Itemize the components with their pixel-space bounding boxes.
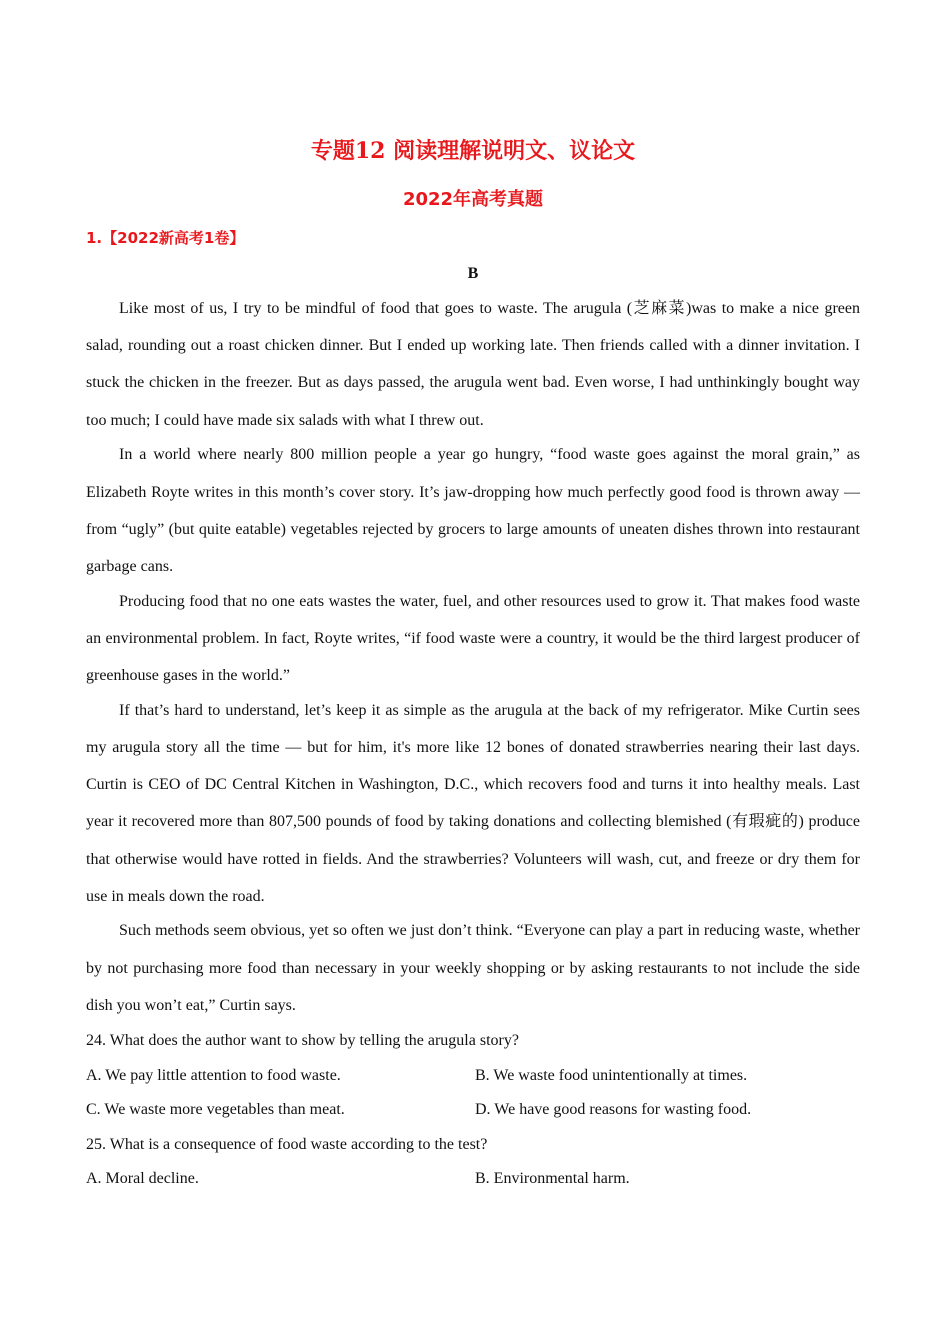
section-letter: B xyxy=(467,265,479,282)
option-row xyxy=(86,1162,860,1197)
question-list xyxy=(86,1024,860,1197)
option-25-a: A. Moral decline. xyxy=(86,1170,199,1188)
option-24-b: B. We waste food unintentionally at times. xyxy=(475,1066,748,1084)
option-24-c: C. We waste more vegetables than meat. xyxy=(86,1101,345,1119)
passage-paragraph: Such methods seem obvious, yet so often we just don’t think. “Everyone can play a part in reducing waste, whether by not purchasing more food than necessary in your weekly shopping or by asking restaurants to not include the side dish you won’t eat,” Curtin says. xyxy=(86,922,860,1014)
reading-passage xyxy=(86,290,860,1022)
passage-paragraph: In a world where nearly 800 million people a year go hungry, “food waste goes against the moral grain,” as Elizabeth Royte writes in this month’s cover story. It’s jaw-dropping how much perfectly good food is thrown away — from “ugly” (but quite eatable) vegetables rejected by grocers to large amounts of uneaten dishes thrown into restaurant garbage cans. xyxy=(86,446,860,575)
page-subtitle: 2022年高考真题 xyxy=(402,189,544,210)
passage-paragraph: If that’s hard to understand, let’s keep it as simple as the arugula at the back of my refrigerator. Mike Curtin sees my arugula story all the time — but for him, it's more like 12 bones of donated strawberries nearing their last days. Curtin is CEO of DC Central Kitchen in Washington, D.C., which recovers food and turns it into healthy meals. Last year it recovered more than 807,500 pounds of food by taking donations and collecting blemished (有瑕疵的) produce that otherwise would have rotted in fields. And the strawberries? Volunteers will wash, cut, and freeze or dry them for use in meals down the road. xyxy=(86,701,860,905)
question-stem-24: 24. What does the author want to show by telling the arugula story? xyxy=(86,1032,519,1049)
passage-paragraph: Like most of us, I try to be mindful of food that goes to waste. The arugula (芝麻菜)was to make a nice green salad, rounding out a roast chicken dinner. But I ended up working late. Then friends called with a dinner invitation. I stuck the chicken in the freezer. But as days passed, the arugula went bad. Even worse, I had unthinkingly bought way too much; I could have made six salads with what I threw out. xyxy=(86,300,860,429)
passage-paragraph: Producing food that no one eats wastes the water, fuel, and other resources used to grow it. That makes food waste an environmental problem. In fact, Royte writes, “if food waste were a country, it would be the third largest producer of greenhouse gases in the world.” xyxy=(86,592,860,685)
option-24-a: A. We pay little attention to food waste. xyxy=(86,1066,341,1084)
question-stem-25: 25. What is a consequence of food waste according to the test? xyxy=(86,1135,488,1153)
option-row xyxy=(86,1093,860,1128)
page-title: 专题12 阅读理解说明文、议论文 xyxy=(310,138,636,164)
question-source-label: 1.【2022新高考1卷】 xyxy=(86,229,245,247)
option-row xyxy=(86,1059,860,1094)
option-24-d: D. We have good reasons for wasting food. xyxy=(475,1101,752,1119)
option-25-b: B. Environmental harm. xyxy=(475,1170,630,1188)
